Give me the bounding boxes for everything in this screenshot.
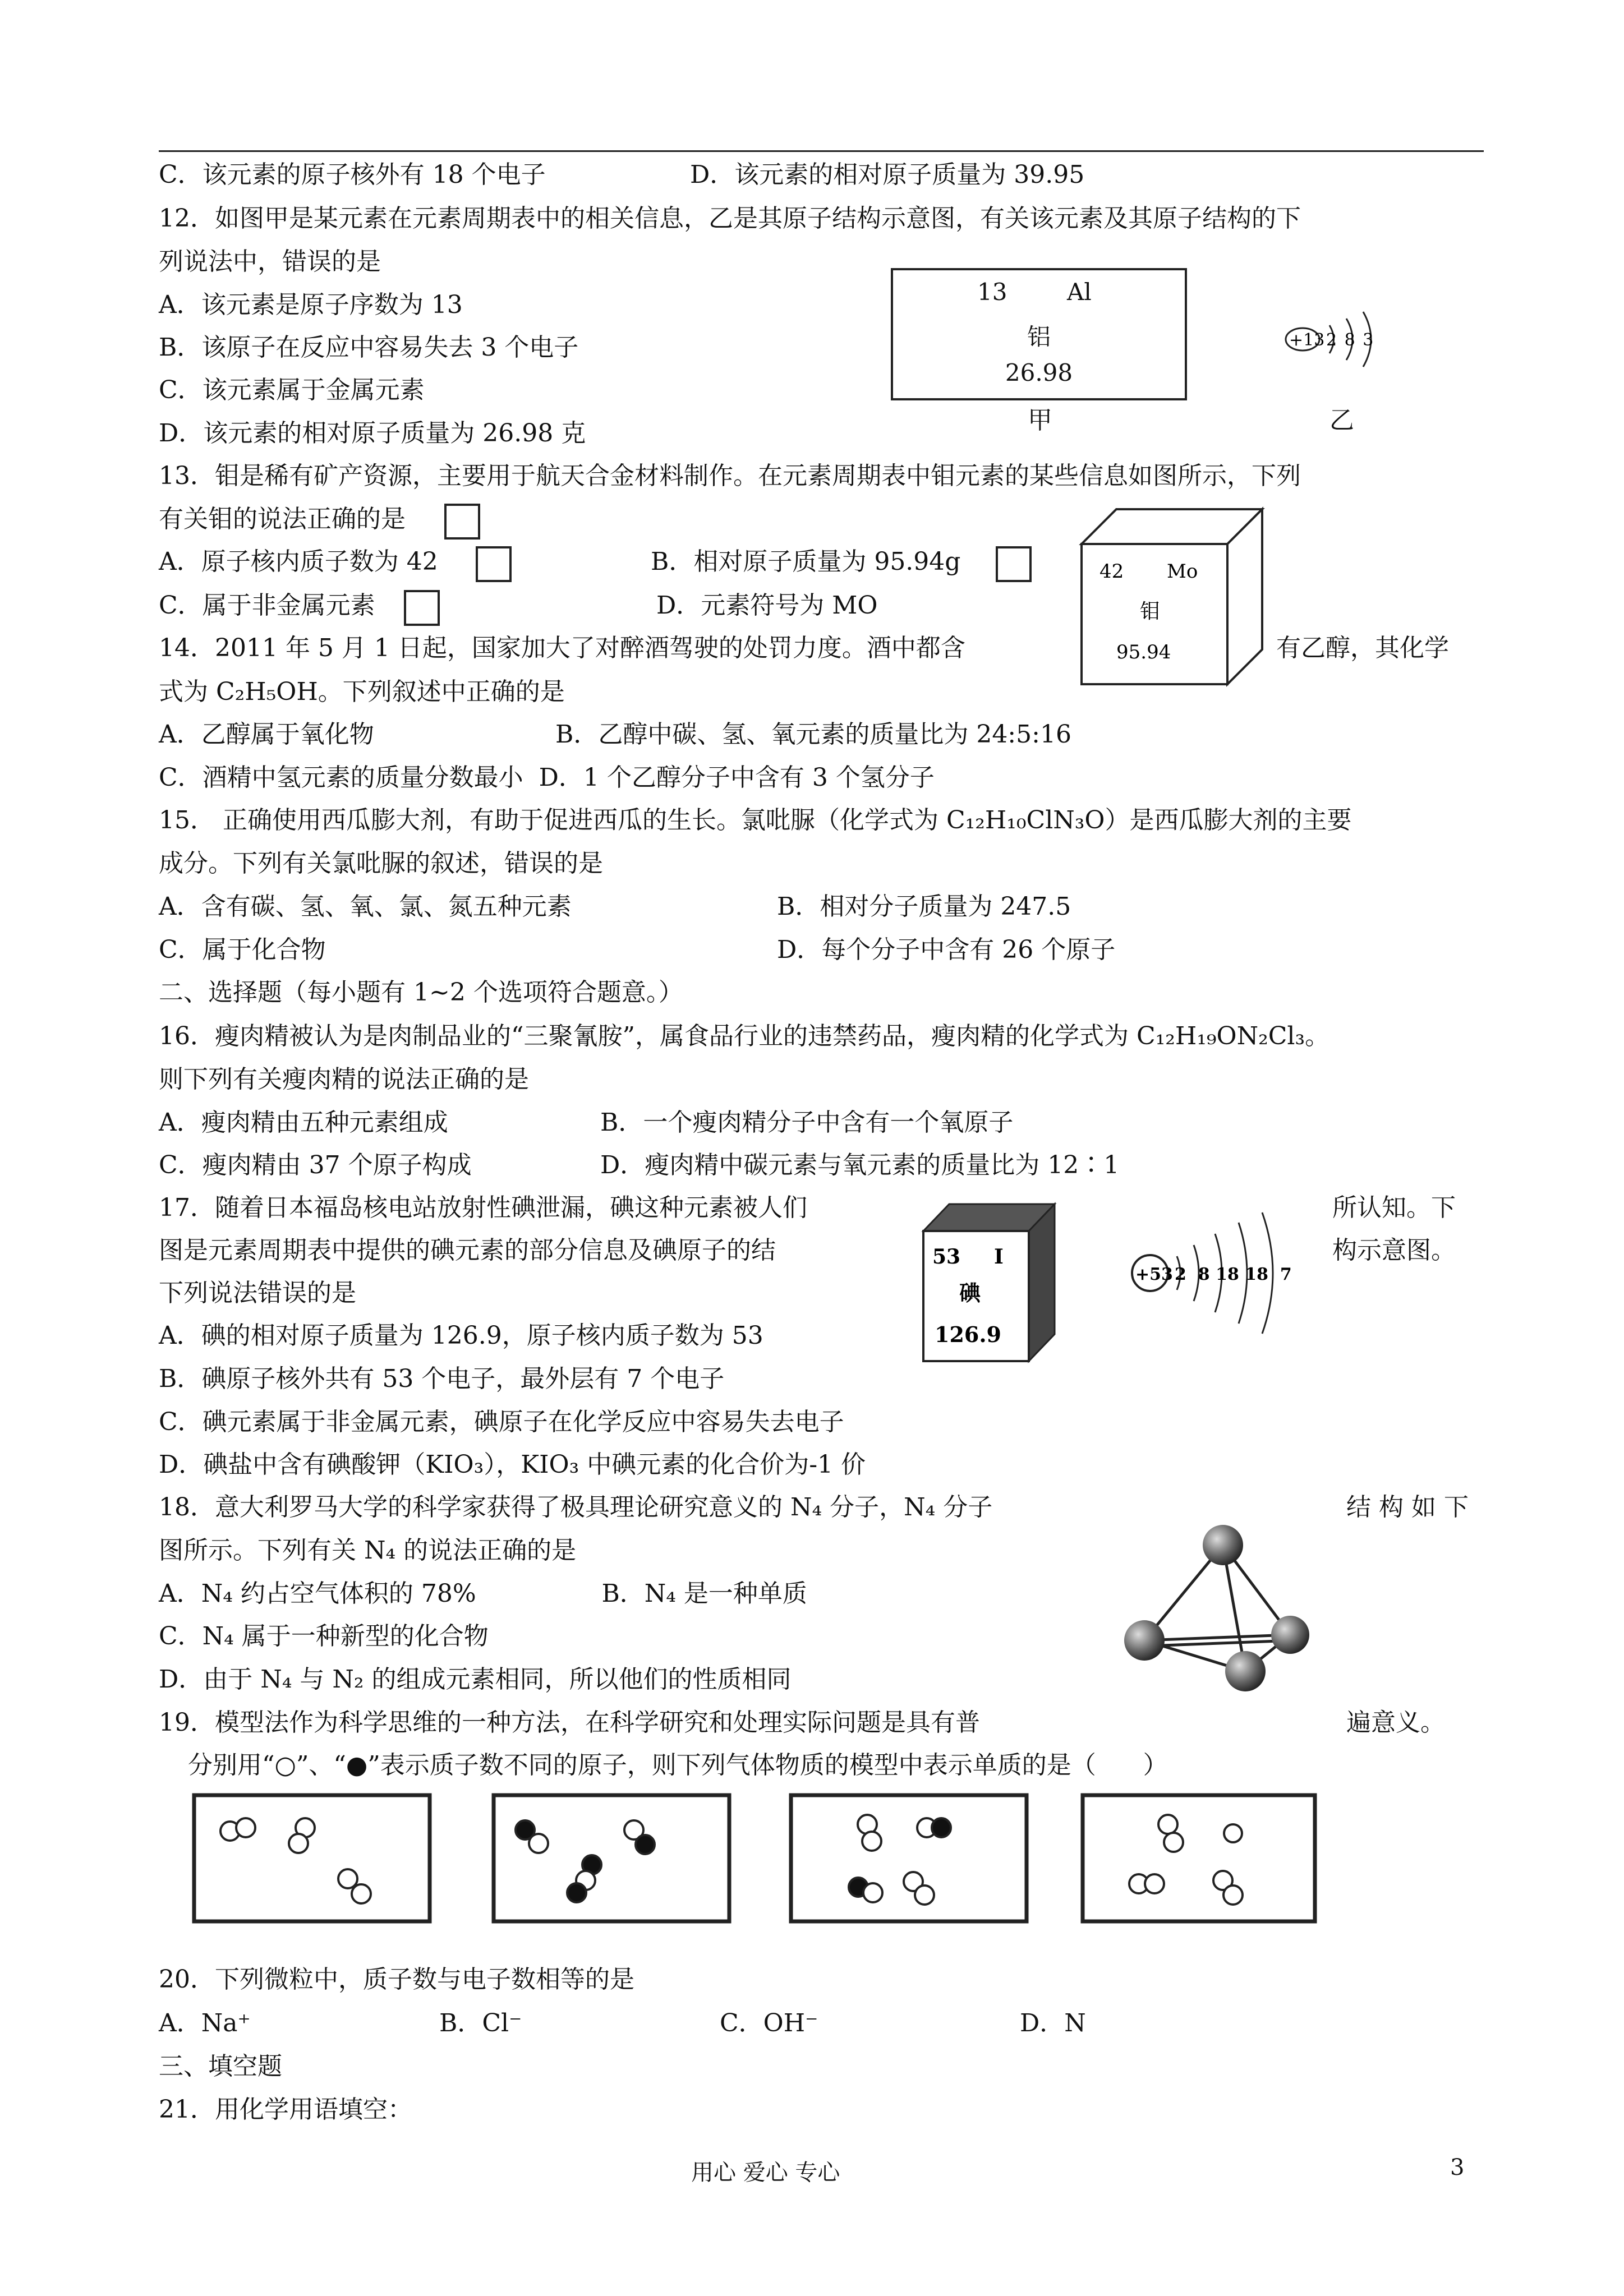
q12-atom-shells: 2 8 3	[1326, 330, 1375, 350]
q19-stem-line1a: 19．模型法作为科学思维的一种方法，在科学研究和处理实际问题是具有普	[159, 1708, 980, 1737]
q19-model-diagrams	[191, 1792, 1318, 1932]
q13-a-box	[476, 546, 512, 582]
q17-card-element-name: 碘	[959, 1280, 981, 1306]
q13-option-a: A．原子核内质子数为 42	[159, 547, 438, 576]
header-rule	[159, 150, 1484, 152]
q16-stem-line2: 则下列有关瘦肉精的说法正确的是	[159, 1065, 529, 1094]
q17-option-d: D．碘盐中含有碘酸钾（KIO₃），KIO₃ 中碘元素的化合价为-1 价	[159, 1450, 866, 1479]
q13-option-d: D．元素符号为 MO	[656, 591, 878, 620]
q12-label-yi: 乙	[1329, 406, 1354, 435]
q13-element-cube	[1077, 505, 1268, 690]
q17-stem-line2b: 构示意图。	[1332, 1236, 1456, 1265]
q12-option-c: C．该元素属于金属元素	[159, 376, 425, 404]
q15-stem-line1: 15． 正确使用西瓜膨大剂，有助于促进西瓜的生长。氯吡脲（化学式为 C₁₂H₁₀ClN₃O）是西瓜膨大剂的主要	[159, 806, 1352, 835]
q20-stem: 20．下列微粒中，质子数与电子数相等的是	[159, 1965, 634, 1994]
q17-card-atomic-number: 53	[932, 1245, 961, 1269]
q12-option-d: D．该元素的相对原子质量为 26.98 克	[159, 419, 586, 448]
q15-option-a: A．含有碳、氢、氧、氯、氮五种元素	[159, 892, 572, 921]
q15-option-b: B．相对分子质量为 247.5	[777, 892, 1071, 921]
q12-option-b: B．该原子在反应中容易失去 3 个电子	[159, 333, 579, 362]
q13-stem-line1: 13．钼是稀有矿产资源，主要用于航天合金材料制作。在元素周期表中钼元素的某些信息如图所示，下列	[159, 462, 1301, 490]
cube-atomic-number: 42	[1099, 560, 1124, 583]
q13-stem-line2: 有关钼的说法正确的是	[159, 505, 406, 533]
q17-atom-shells: 2 8 18 18 7	[1175, 1265, 1292, 1284]
q12-stem-line2: 列说法中，错误的是	[159, 247, 381, 276]
q18-stem-line1a: 18．意大利罗马大学的科学家获得了极具理论研究意义的 N₄ 分子，N₄ 分子	[159, 1493, 993, 1522]
q18-option-d: D．由于 N₄ 与 N₂ 的组成元素相同，所以他们的性质相同	[159, 1665, 792, 1694]
q15-option-d: D．每个分子中含有 26 个原子	[777, 935, 1116, 964]
q17-iodine-atom-diagram	[1128, 1200, 1318, 1346]
q20-option-c: C．OH⁻	[720, 2009, 818, 2037]
q14-stem-line1a: 14．2011 年 5 月 1 日起，国家加大了对醉酒驾驶的处罚力度。酒中都含	[159, 634, 965, 662]
q13-c-box	[404, 590, 440, 626]
q17-option-a: A．碘的相对原子质量为 126.9，原子核内质子数为 53	[159, 1321, 763, 1350]
q20-option-b: B．Cl⁻	[439, 2009, 522, 2037]
q12-label-jia: 甲	[1028, 406, 1052, 435]
q18-stem-line2: 图所示。下列有关 N₄ 的说法正确的是	[159, 1536, 577, 1565]
q12-element-card	[891, 268, 1187, 400]
q12-option-a: A．该元素是原子序数为 13	[159, 291, 463, 319]
q16-option-b: B．一个瘦肉精分子中含有一个氧原子	[600, 1108, 1014, 1137]
cube-atomic-mass: 95.94	[1116, 641, 1171, 663]
q13-option-b: B．相对原子质量为 95.94g	[651, 547, 961, 576]
card-atomic-mass: 26.98	[1005, 359, 1073, 386]
q11-option-c: C．该元素的原子核外有 18 个电子	[159, 160, 546, 189]
q17-stem-line2a: 图是元素周期表中提供的碘元素的部分信息及碘原子的结	[159, 1236, 776, 1265]
q17-option-c: C．碘元素属于非金属元素，碘原子在化学反应中容易失去电子	[159, 1408, 844, 1436]
q12-atom-nucleus: +13	[1289, 330, 1325, 350]
q18-option-ab: A．N₄ 约占空气体积的 78% B．N₄ 是一种单质	[159, 1579, 807, 1608]
q16-option-d: D．瘦肉精中碳元素与氧元素的质量比为 12∶1	[600, 1151, 1120, 1179]
q17-card-symbol: I	[994, 1245, 1004, 1269]
q19-stem-line2: 分别用“○”、“●”表示质子数不同的原子，则下列气体物质的模型中表示单质的是（ ）	[188, 1751, 1168, 1779]
q15-stem-line2: 成分。下列有关氯吡脲的叙述，错误的是	[159, 849, 603, 878]
cube-symbol: Mo	[1167, 560, 1198, 583]
q19-stem-line1b: 遍意义。	[1346, 1708, 1445, 1737]
q13-answer-box	[444, 504, 480, 540]
q17-stem-line1a: 17．随着日本福岛核电站放射性碘泄漏，碘这种元素被人们	[159, 1193, 807, 1222]
q21-stem: 21．用化学用语填空：	[159, 2095, 412, 2124]
q13-option-c: C．属于非金属元素	[159, 591, 375, 620]
card-symbol: Al	[1067, 278, 1092, 306]
q14-option-cd: C．酒精中氢元素的质量分数最小 D．1 个乙醇分子中含有 3 个氢分子	[159, 763, 935, 792]
section-2-heading: 二、选择题（每小题有 1~2 个选项符合题意。）	[159, 978, 683, 1007]
footer-motto: 用心 爱心 专心	[691, 2160, 840, 2186]
q15-option-c: C．属于化合物	[159, 935, 326, 964]
q17-stem-line3: 下列说法错误的是	[159, 1279, 356, 1307]
q14-option-b: B．乙醇中碳、氢、氧元素的质量比为 24:5:16	[555, 720, 1071, 749]
q20-option-a: A．Na⁺	[159, 2009, 251, 2037]
q14-option-a: A．乙醇属于氧化物	[159, 720, 374, 749]
q14-stem-line2: 式为 C₂H₅OH。下列叙述中正确的是	[159, 677, 565, 706]
section-3-heading: 三、填空题	[159, 2052, 282, 2081]
q16-stem-line1: 16．瘦肉精被认为是肉制品业的“三聚氰胺”，属食品行业的违禁药品，瘦肉精的化学式为 C₁₂H₁₉ON₂Cl₃。	[159, 1022, 1330, 1050]
q11-option-d: D．该元素的相对原子质量为 39.95	[690, 160, 1085, 189]
q16-option-a: A．瘦肉精由五种元素组成	[159, 1108, 448, 1137]
q18-stem-line1b: 结 构 如 下	[1346, 1493, 1469, 1522]
q12-stem-line1: 12．如图甲是某元素在元素周期表中的相关信息，乙是其原子结构示意图，有关该元素及其原子结构的下	[159, 204, 1301, 233]
q16-option-c: C．瘦肉精由 37 个原子构成	[159, 1151, 472, 1179]
q17-card-atomic-mass: 126.9	[935, 1322, 1001, 1347]
q12-atom-structure-diagram	[1279, 297, 1414, 381]
q20-option-d: D．N	[1020, 2009, 1086, 2037]
q17-stem-line1b: 所认知。下	[1332, 1193, 1456, 1222]
card-atomic-number: 13	[977, 278, 1007, 306]
cube-element-name: 钼	[1140, 600, 1161, 623]
q17-option-b: B．碘原子核外共有 53 个电子，最外层有 7 个电子	[159, 1364, 725, 1393]
card-element-name: 铝	[1027, 323, 1051, 351]
q13-b-box	[996, 546, 1032, 582]
q18-option-c: C．N₄ 属于一种新型的化合物	[159, 1622, 489, 1650]
q17-iodine-cube	[920, 1197, 1060, 1366]
page-number: 3	[1450, 2155, 1465, 2180]
q14-stem-line1b: 有乙醇，其化学	[1276, 634, 1449, 662]
q17-atom-nucleus: +53	[1135, 1265, 1173, 1284]
q18-n4-tetrahedron	[1116, 1517, 1329, 1702]
